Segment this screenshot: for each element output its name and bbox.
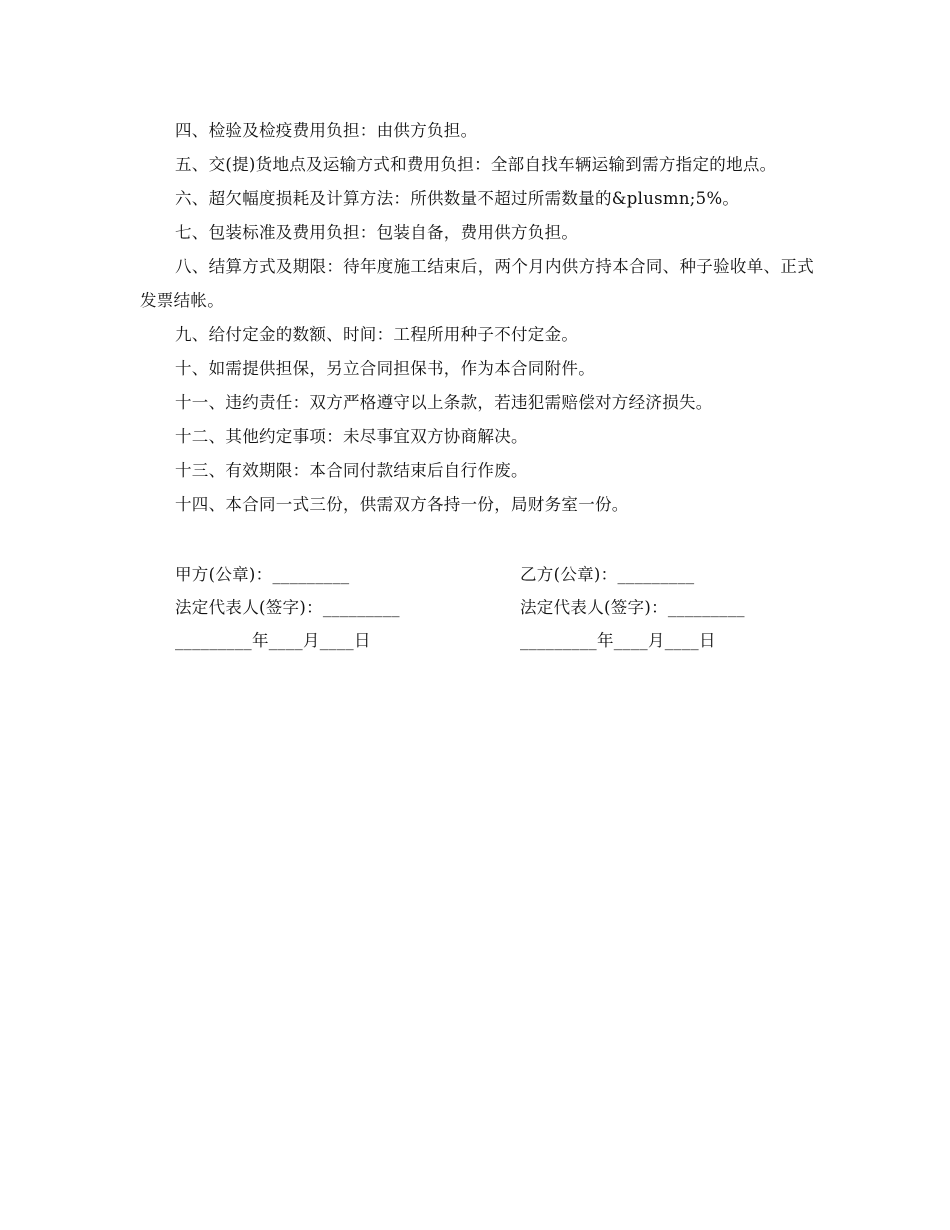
- clause-4: 四、检验及检疫费用负担：由供方负担。: [175, 121, 478, 140]
- seal-row: [175, 558, 815, 591]
- clause-14: 十四、本合同一式三份，供需双方各持一份，局财务室一份。: [175, 495, 629, 514]
- signature-block: [175, 558, 815, 657]
- date-row: [175, 624, 815, 657]
- party-a-seal-line: 甲方(公章)：_________: [175, 565, 350, 584]
- contract-clauses: [140, 114, 814, 522]
- clause-11: 十一、违约责任：双方严格遵守以上条款，若违犯需赔偿对方经济损失。: [175, 393, 713, 412]
- clause-13: 十三、有效期限：本合同付款结束后自行作废。: [175, 461, 528, 480]
- clause-6: 六、超欠幅度损耗及计算方法：所供数量不超过所需数量的&plusmn;5%。: [175, 189, 740, 208]
- representative-row: [175, 591, 815, 624]
- clause-7: 七、包装标准及费用负担：包装自备，费用供方负担。: [175, 223, 579, 242]
- clause-10: 十、如需提供担保，另立合同担保书，作为本合同附件。: [175, 359, 595, 378]
- party-b-date-line: _________年____月____日: [520, 631, 716, 650]
- clause-9: 九、给付定金的数额、时间：工程所用种子不付定金。: [175, 325, 579, 344]
- party-b-seal-line: 乙方(公章)：_________: [520, 565, 695, 584]
- party-a-date-line: _________年____月____日: [175, 631, 371, 650]
- clause-5: 五、交(提)货地点及运输方式和费用负担：全部自找车辆运输到需方指定的地点。: [175, 155, 777, 174]
- party-a-representative-line: 法定代表人(签字)：_________: [175, 598, 400, 617]
- clause-8: 八、结算方式及期限：待年度施工结束后，两个月内供方持本合同、种子验收单、正式发票结帐。: [140, 257, 814, 310]
- clause-12: 十二、其他约定事项：未尽事宜双方协商解决。: [175, 427, 528, 446]
- party-b-representative-line: 法定代表人(签字)：_________: [520, 598, 745, 617]
